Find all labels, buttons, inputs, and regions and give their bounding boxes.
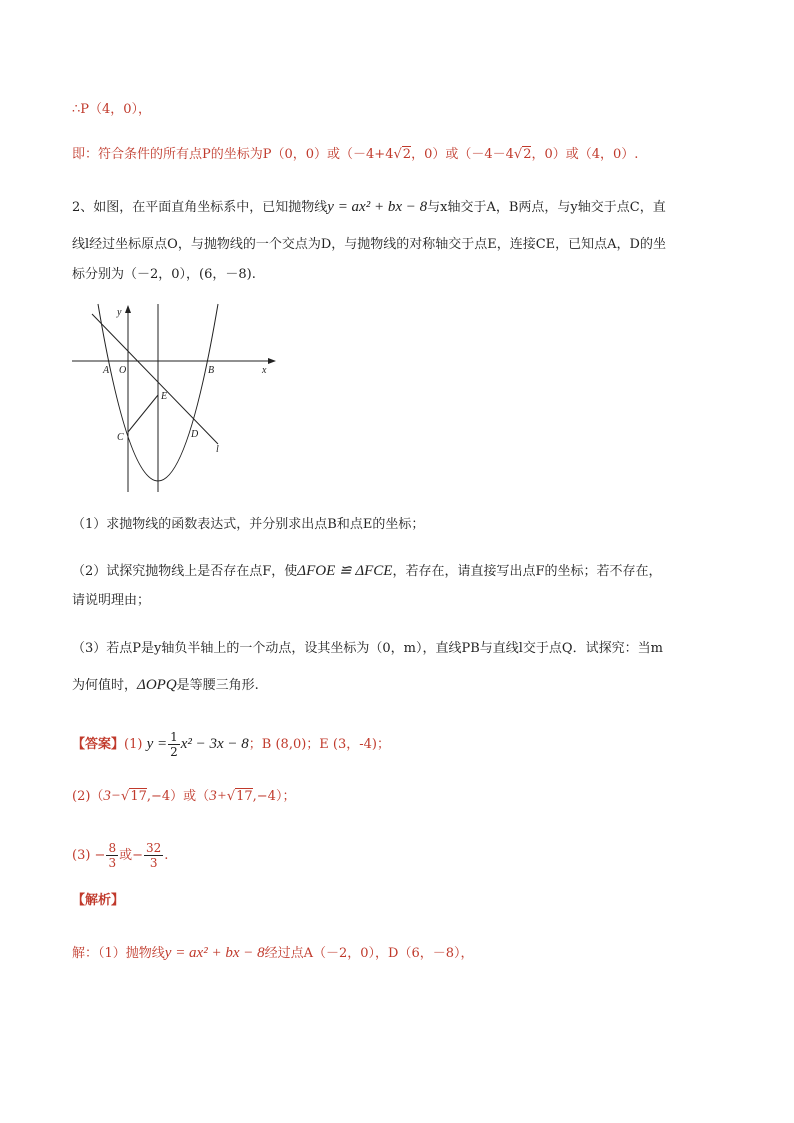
text-segment: ,−4）； (252, 789, 296, 804)
text-segment: ；B (8,0)；E (3，-4)； (248, 737, 391, 752)
sqrt-symbol: √ (226, 789, 236, 804)
label-l: l (216, 444, 219, 455)
parabola-equation: y = ax² + bx − 8 (164, 945, 265, 961)
text-segment: ,−4）或（ (146, 789, 210, 804)
label-a: A (103, 365, 110, 376)
text-segment: (3) − (72, 848, 106, 863)
question-2-line-1 (72, 562, 662, 581)
fraction-thirtytwo-thirds (144, 841, 163, 870)
text-segment: ，0）或（4，0）. (531, 147, 639, 162)
label-c: C (117, 432, 124, 443)
text-segment: (1) (124, 737, 147, 752)
fraction-eight-thirds (106, 841, 118, 870)
sqrt-symbol: √ (513, 147, 523, 162)
triangle-expression: ΔOPQ (137, 677, 177, 693)
text-segment: 2、如图，在平面直角坐标系中，已知抛物线 (72, 200, 328, 215)
answer-equation-rhs: x² − 3x − 8 (180, 736, 249, 752)
text-segment: . (164, 848, 169, 863)
answer-line-1 (72, 730, 390, 759)
conclusion-all-points-line (72, 146, 638, 164)
text-segment: 即：符合条件的所有点P的坐标为P（0，0）或（－4+4 (72, 147, 394, 162)
fraction-numerator: 1 (170, 730, 178, 744)
problem-2-line-1 (72, 198, 666, 217)
text-segment: 3− (103, 788, 122, 804)
label-x: x (262, 365, 267, 376)
fraction-numerator: 8 (108, 841, 117, 855)
conclusion-p-line: ∴P（4，0）， (72, 102, 152, 117)
text-segment: ，0）或（－4－4 (411, 147, 514, 162)
answer-line-3 (72, 841, 168, 870)
question-2-line-2: 请说明理由； (72, 593, 151, 608)
coordinate-figure (70, 300, 280, 496)
segment-ce (128, 395, 158, 432)
answer-tag: 【答案】 (72, 737, 125, 752)
text-segment: 为何值时， (72, 678, 138, 693)
line-l (92, 314, 218, 444)
label-d: D (191, 429, 199, 440)
question-3-line-1: （3）若点P是y轴负半轴上的一个动点，设其坐标为（0，m），直线PB与直线l交于点Q．试探究：当m (72, 641, 663, 656)
text-segment: （2）试探究抛物线上是否存在点F，使 (72, 564, 298, 579)
problem-2-line-3: 标分别为（－2，0），(6，－8). (72, 267, 256, 282)
sqrt-radicand: 2 (523, 147, 532, 162)
text-segment: 解：（1）抛物线 (72, 946, 165, 961)
sqrt-symbol: √ (393, 147, 402, 162)
answer-line-2 (72, 787, 295, 806)
fraction-numerator: 32 (146, 841, 162, 855)
congruence-expression: ΔFOE ≌ ΔFCE (297, 563, 393, 579)
text-segment: 是等腰三角形. (176, 678, 259, 693)
sqrt-radicand: 2 (402, 147, 412, 162)
question-3-line-2 (72, 676, 259, 695)
sqrt-radicand: 17 (130, 789, 147, 804)
label-e: E (161, 391, 168, 402)
analysis-tag: 【解析】 (72, 893, 125, 908)
parabola-equation: y = ax² + bx − 8 (327, 199, 428, 215)
problem-2-line-2: 线l经过坐标原点O，与抛物线的一个交点为D，与抛物线的对称轴交于点E，连接CE，已知点A，D的坐 (72, 237, 666, 252)
fraction-half (168, 730, 180, 759)
solution-line-1 (72, 944, 474, 963)
label-b: B (208, 365, 215, 376)
text-segment: ，若存在，请直接写出点F的坐标；若不存在， (392, 564, 662, 579)
text-segment: 经过点A（－2，0），D（6，－8）， (264, 946, 474, 961)
fraction-denominator: 3 (149, 856, 158, 870)
sqrt-radicand: 17 (236, 789, 253, 804)
answer-equation-lhs: y = (146, 736, 168, 752)
text-segment: (2)（ (72, 789, 104, 804)
question-1: （1）求抛物线的函数表达式，并分别求出点B和点E的坐标； (72, 517, 425, 532)
fraction-denominator: 2 (170, 745, 178, 759)
label-y: y (117, 307, 122, 318)
sqrt-symbol: √ (121, 789, 130, 804)
text-segment: 或− (119, 848, 143, 863)
text-segment: 3+ (209, 788, 227, 804)
fraction-denominator: 3 (108, 856, 117, 870)
label-o: O (119, 365, 127, 376)
text-segment: 与x轴交于A，B两点，与y轴交于点C，直 (427, 200, 666, 215)
